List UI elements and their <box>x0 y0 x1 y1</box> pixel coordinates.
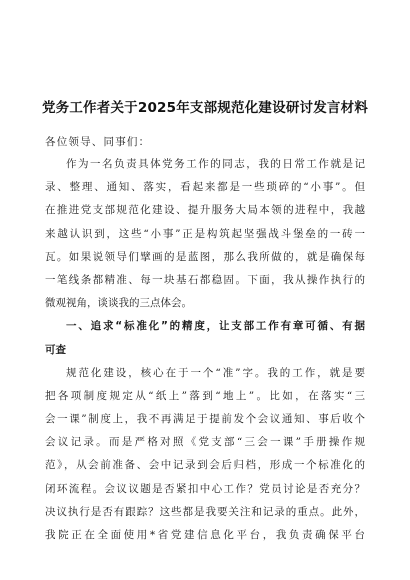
body-line: 范》，从会前准备、会中记录到会后归档，形成一个标准化的 <box>45 459 365 472</box>
body-line: 来越认识到，这些“小事”正是构筑起坚强战斗堡垒的一砖一 <box>45 227 365 240</box>
body-line: 会议记录。而是严格对照《党支部“三会一课”手册操作规 <box>45 436 365 449</box>
body-line: 微观视角，谈谈我的三点体会。 <box>45 297 192 310</box>
document-title: 党务工作者关于2025年支部规范化建设研讨发言材料 <box>41 100 369 116</box>
body-line: 一笔线条都精准、每一块基石都稳固。下面，我从操作执行的 <box>45 273 365 286</box>
body-line: 录、整理、通知、落实，看起来都是一些琐碎的“小事”。但 <box>45 181 365 194</box>
body-line: 闭环流程。会议议题是否紧扣中心工作？党员讨论是否充分？ <box>45 482 365 495</box>
body-line: 把各项制度规定从“纸上”落到“地上”。比如，在落实“三 <box>45 389 365 402</box>
section-heading-continued: 可查 <box>45 343 66 356</box>
body-line: 决议执行是否有跟踪？这些都是我要关注和记录的重点。此外， <box>45 505 365 518</box>
section-heading: 一、追求“标准化”的精度，让支部工作有章可循、有据 <box>66 320 365 333</box>
body-line: 规范化建设，核心在于一个“准”字。我的工作，就是要 <box>66 366 365 379</box>
body-line: 作为一名负责具体党务工作的同志，我的日常工作就是记 <box>66 158 365 170</box>
salutation: 各位领导、同事们： <box>45 136 151 148</box>
body-line: 在推进党支部规范化建设、提升服务大局本领的进程中，我越 <box>45 204 365 217</box>
body-line: 我院正在全面使用*省党建信息化平台，我负责确保平台 <box>45 529 365 541</box>
document-body <box>45 153 365 547</box>
body-line: 会一课”制度上，我不再满足于提前发个会议通知、事后收个 <box>45 413 365 426</box>
body-line: 瓦。如果说领导们擘画的是蓝图，那么我所做的，就是确保每 <box>45 250 365 263</box>
